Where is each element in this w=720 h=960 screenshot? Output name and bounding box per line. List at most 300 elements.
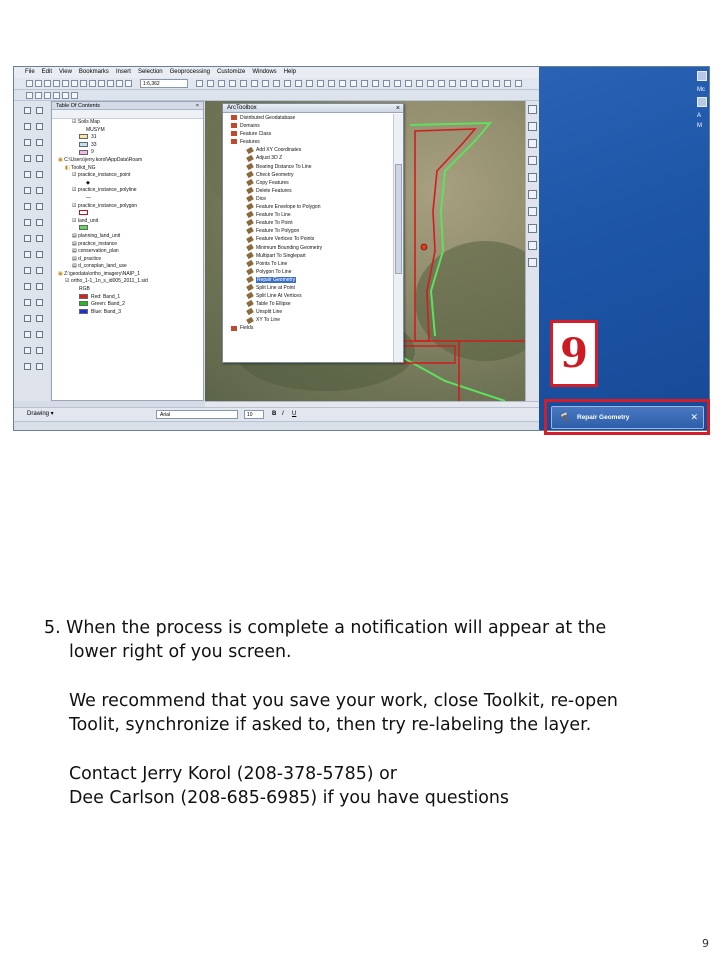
legend-swatch [79, 225, 88, 230]
tool-button-icon[interactable] [71, 92, 78, 99]
toolbox-tool-item[interactable] [223, 244, 391, 252]
toolbar-button-icon[interactable] [295, 80, 302, 87]
toolbox-tool-item[interactable] [223, 195, 391, 203]
hammer-icon [246, 268, 254, 275]
drawing-menu[interactable]: Drawing ▾ [27, 411, 54, 417]
toolbar-button-icon[interactable] [218, 80, 225, 87]
tool-icon[interactable] [36, 267, 43, 274]
toc-layer-label: ortho_1-1_1n_s_id005_2011_1.sid [70, 278, 148, 285]
toolbar-button-icon[interactable] [240, 80, 247, 87]
table-icon: ▤ [72, 263, 79, 270]
toolbar-button-icon[interactable] [107, 80, 114, 87]
toolbar-button-icon[interactable] [71, 80, 78, 87]
toc-layer-row[interactable] [52, 225, 203, 233]
toc-layer-row[interactable] [52, 149, 203, 157]
hammer-icon [246, 146, 254, 153]
toolbox-tool-item[interactable] [223, 227, 391, 235]
hammer-icon [246, 179, 254, 186]
scale-input[interactable]: 1:6,362 [140, 79, 188, 88]
layer-checkbox-icon[interactable]: ☑ [72, 172, 78, 179]
hammer-icon [246, 195, 254, 202]
menu-item-edit[interactable]: Edit [41, 69, 53, 75]
menu-item-view[interactable]: View [59, 69, 72, 75]
tool-icon[interactable] [528, 190, 537, 199]
instruction-line: Toolit, synchronize if asked to, then try re-labeling the layer. [69, 715, 592, 736]
toolbox-icon [231, 123, 237, 128]
toolbox-toolset-item[interactable] [223, 114, 391, 122]
toc-layer-label: C:\Users\jerry.korol\AppData\Roam [64, 156, 143, 163]
arcmap-screenshot [13, 66, 710, 431]
toolbar-button-icon[interactable] [317, 80, 324, 87]
toc-toolbar [52, 110, 203, 119]
tool-icon[interactable] [36, 155, 43, 162]
notification-label: Repair Geometry [577, 414, 630, 421]
toolbar-button-icon[interactable] [427, 80, 434, 87]
desktop-icon[interactable] [697, 71, 707, 81]
repair-geometry-notification[interactable] [551, 406, 704, 429]
instructions-text [44, 616, 704, 810]
toolbox-tool-item[interactable] [223, 154, 391, 162]
toc-layer-label: conservation_plan [78, 248, 119, 255]
toc-layer-row[interactable] [52, 165, 203, 173]
tool-button-icon[interactable] [44, 92, 51, 99]
hammer-icon [246, 308, 254, 315]
toolbox-tool-item[interactable] [223, 284, 391, 292]
toolbar-button-icon[interactable] [306, 80, 313, 87]
tool-icon[interactable] [24, 139, 31, 146]
toc-layer-row[interactable] [52, 203, 203, 211]
toolbar-button-icon[interactable] [62, 80, 69, 87]
layer-checkbox-icon[interactable]: ☑ [65, 278, 71, 285]
toc-layer-row[interactable] [52, 210, 203, 218]
layer-checkbox-icon[interactable]: ☑ [72, 119, 78, 125]
desktop-icon-label: A [697, 113, 702, 119]
toolbar-button-icon[interactable] [438, 80, 445, 87]
tool-icon[interactable] [528, 122, 537, 131]
toc-layer-row[interactable] [52, 248, 203, 256]
toolbox-icon [231, 326, 237, 331]
toc-layer-row[interactable] [52, 127, 203, 135]
tool-icon[interactable] [36, 107, 43, 114]
menu-item-help[interactable]: Help [283, 69, 297, 75]
toolbox-tool-item[interactable] [223, 260, 391, 268]
drawing-toolbar [14, 407, 539, 421]
hammer-icon [246, 260, 254, 267]
toc-layer-label: RGB [79, 286, 90, 293]
toc-layer-label: — [86, 194, 91, 201]
toolbox-item-label: Check Geometry [256, 171, 294, 178]
tool-button-icon[interactable] [26, 92, 33, 99]
toolbox-tool-item[interactable] [223, 203, 391, 211]
toc-layer-row[interactable] [52, 286, 203, 294]
hammer-icon [246, 292, 254, 299]
tool-icon[interactable] [36, 331, 43, 338]
page-number: 9 [702, 937, 709, 950]
tool-icon[interactable] [528, 207, 537, 216]
toolbar-button-icon[interactable] [449, 80, 456, 87]
arctoolbox-scroll-thumb[interactable] [395, 164, 402, 274]
toolbox-item-label: Add XY Coordinates [256, 147, 302, 154]
toc-layer-row[interactable] [52, 278, 203, 286]
notification-close-icon[interactable]: ✕ [690, 412, 698, 422]
toolbox-toolset-item[interactable] [223, 138, 391, 146]
toc-layer-row[interactable] [52, 233, 203, 241]
font-size-select[interactable]: 10 [244, 410, 264, 419]
tool-icon[interactable] [24, 251, 31, 258]
menu-item-customize[interactable]: Customize [217, 69, 246, 75]
tool-icon[interactable] [528, 224, 537, 233]
tool-icon[interactable] [36, 315, 43, 322]
toolbox-item-label: Split Line At Vertices [256, 293, 302, 300]
contact-line: Dee Carlson (208-685-6985) if you have questions [69, 788, 509, 809]
toolbox-item-label: Domains [240, 123, 260, 130]
toolbar-button-icon[interactable] [207, 80, 214, 87]
toc-layer-label: ◆ [86, 179, 90, 186]
toc-layer-label: Toolkit_NG [71, 164, 96, 171]
toc-layer-row[interactable] [52, 142, 203, 150]
toolbar-button-icon[interactable] [273, 80, 280, 87]
toolbar-button-icon[interactable] [116, 80, 123, 87]
tool-icon[interactable] [24, 299, 31, 306]
toc-layer-label: Soils Map [77, 119, 100, 125]
toolbox-tool-item[interactable] [223, 146, 391, 154]
toc-layer-row[interactable] [52, 187, 203, 195]
toolbox-item-label: Table To Ellipse [256, 301, 291, 308]
tool-icon[interactable] [528, 173, 537, 182]
tool-icon[interactable] [24, 363, 31, 370]
toolbox-tool-item[interactable] [223, 219, 391, 227]
toolbox-item-label: Copy Features [256, 179, 289, 186]
layer-checkbox-icon[interactable]: ☑ [72, 202, 78, 209]
arctoolbox-scrollbar[interactable] [393, 114, 403, 362]
toc-title: Table Of Contents [56, 103, 101, 109]
toolbox-icon [231, 115, 237, 120]
toolbar-button-icon[interactable] [493, 80, 500, 87]
tool-icon[interactable] [24, 187, 31, 194]
toc-layer-row[interactable] [52, 294, 203, 302]
tool-icon[interactable] [24, 331, 31, 338]
toolbox-item-label: Unsplit Line [256, 309, 283, 316]
toolbar-button-icon[interactable] [196, 80, 203, 87]
underline-button[interactable]: U [292, 411, 297, 417]
hammer-icon [246, 244, 254, 251]
hammer-icon [560, 412, 571, 423]
tool-icon[interactable] [528, 105, 537, 114]
toc-layer-row[interactable] [52, 256, 203, 264]
standard-toolbar [14, 78, 539, 90]
tool-icon[interactable] [36, 347, 43, 354]
toolbar-button-icon[interactable] [471, 80, 478, 87]
tool-icon[interactable] [528, 241, 537, 250]
menu-item-file[interactable]: File [25, 69, 35, 75]
toc-layer-label: 31 [91, 134, 97, 141]
toc-layer-label: practice_instance_polygon [77, 202, 138, 209]
toolbox-item-label: Polygon To Line [256, 268, 292, 275]
toc-layer-row[interactable] [52, 218, 203, 226]
tool-icon[interactable] [24, 155, 31, 162]
tool-icon[interactable] [24, 219, 31, 226]
tool-icon[interactable] [24, 267, 31, 274]
toc-title-bar [52, 102, 203, 110]
table-icon: ▤ [72, 232, 79, 239]
toolbox-item-label: Split Line at Point [256, 284, 295, 291]
toc-layer-row[interactable] [52, 301, 203, 309]
tool-icon[interactable] [24, 235, 31, 242]
toc-layer-label: Green: Band_2 [91, 301, 125, 308]
menu-item-geoprocessing[interactable]: Geoprocessing [169, 69, 210, 75]
legend-swatch [79, 134, 88, 139]
toc-layer-row[interactable] [52, 263, 203, 271]
tool-icon[interactable] [24, 123, 31, 130]
instruction-line: 5. When the process is complete a notification will appear at the [44, 618, 607, 638]
toc-layer-label: planning_land_unit [78, 232, 121, 239]
toolbar-button-icon[interactable] [372, 80, 379, 87]
toolbox-item-label: Bearing Distance To Line [256, 163, 312, 170]
tool-icon[interactable] [36, 235, 43, 242]
toc-layer-label: d_practice [78, 255, 102, 262]
toolbar-button-icon[interactable] [262, 80, 269, 87]
arctoolbox-title-bar [223, 104, 403, 113]
toolbar-button-icon[interactable] [284, 80, 291, 87]
toolbox-tool-item[interactable] [223, 179, 391, 187]
tool-icon[interactable] [36, 203, 43, 210]
toolbox-item-label: Delete Features [256, 187, 292, 194]
hammer-icon [246, 235, 254, 242]
toolbox-tool-item[interactable] [223, 292, 391, 300]
toolbox-tool-item[interactable] [223, 235, 391, 243]
arctoolbox-title: ArcToolbox [227, 105, 257, 111]
toolbox-item-label: Feature To Point [256, 220, 293, 227]
toolbox-tool-item[interactable] [223, 187, 391, 195]
toolbox-toolset-item[interactable] [223, 130, 391, 138]
hammer-icon [246, 171, 254, 178]
legend-swatch [79, 309, 88, 314]
layer-checkbox-icon[interactable]: ☑ [72, 217, 78, 224]
toolbox-item-label: Dice [256, 195, 267, 202]
italic-button[interactable]: I [282, 411, 284, 417]
toolbar-button-icon[interactable] [44, 80, 51, 87]
toolbox-tool-item[interactable] [223, 316, 391, 324]
toc-layer-label: 33 [91, 141, 97, 148]
toc-layer-label: Red: Band_1 [91, 293, 121, 300]
toc-layer-label: practice_instance_polyline [77, 187, 137, 194]
legend-swatch [79, 294, 88, 299]
tool-icon[interactable] [24, 315, 31, 322]
toolbar-button-icon[interactable] [460, 80, 467, 87]
tool-icon[interactable] [36, 219, 43, 226]
toc-layer-row[interactable] [52, 172, 203, 180]
toolbox-tool-item[interactable] [223, 268, 391, 276]
legend-swatch [79, 210, 88, 215]
toolbar-button-icon[interactable] [361, 80, 368, 87]
tool-icon[interactable] [24, 107, 31, 114]
toolbox-item-label: Points To Line [256, 260, 288, 267]
toc-layer-label: land_unit [77, 217, 99, 224]
tool-icon[interactable] [36, 283, 43, 290]
instruction-line: lower right of you screen. [69, 642, 292, 663]
status-bar [14, 421, 539, 431]
tool-icon[interactable] [24, 203, 31, 210]
arctoolbox-window [222, 103, 404, 363]
toolbar-button-icon[interactable] [251, 80, 258, 87]
toolbox-item-label: Feature To Polygon [256, 228, 300, 235]
map-view[interactable] [205, 101, 539, 401]
toolbox-item-label: Multipart To Singlepart [256, 252, 306, 259]
font-select[interactable]: Arial [156, 410, 238, 419]
step-number-badge [550, 320, 598, 387]
toolbar-button-icon[interactable] [35, 80, 42, 87]
hammer-icon [246, 219, 254, 226]
tool-icon[interactable] [528, 156, 537, 165]
toolbar-button-icon[interactable] [98, 80, 105, 87]
toolbox-tool-item[interactable] [223, 252, 391, 260]
folder-icon: ▣ [58, 270, 65, 277]
toc-layer-list [52, 119, 203, 316]
toolbar-button-icon[interactable] [89, 80, 96, 87]
hammer-icon [246, 227, 254, 234]
hammer-icon [246, 187, 254, 194]
tool-icon[interactable] [36, 187, 43, 194]
toc-layer-label: Z:\geodata\ortho_imagery\NAIP_1 [64, 270, 141, 277]
toolbar-button-icon[interactable] [394, 80, 401, 87]
menu-item-bookmarks[interactable]: Bookmarks [78, 69, 109, 75]
table-of-contents-panel [51, 101, 204, 401]
tool-icon[interactable] [36, 123, 43, 130]
toc-layer-row[interactable] [52, 180, 203, 188]
tool-button-icon[interactable] [35, 92, 42, 99]
tool-icon[interactable] [528, 258, 537, 267]
legend-swatch [79, 142, 88, 147]
table-icon: ▤ [72, 240, 79, 247]
hammer-icon [246, 154, 254, 161]
tool-icon[interactable] [528, 139, 537, 148]
menu-item-insert[interactable]: Insert [115, 69, 131, 75]
toolbox-item-label: Feature To Line [256, 212, 291, 219]
notification-highlight [544, 399, 710, 435]
arcmap-window [14, 67, 539, 431]
toolbox-tool-item[interactable] [223, 276, 391, 284]
toc-layer-label: practice_instance_point [77, 172, 131, 179]
tool-button-icon[interactable] [53, 92, 60, 99]
toolbox-tool-item[interactable] [223, 211, 391, 219]
toolbar-button-icon[interactable] [328, 80, 335, 87]
toc-layer-row[interactable] [52, 309, 203, 317]
toolbox-item-label: Features [240, 139, 260, 146]
folder-icon: ▣ [58, 156, 65, 163]
desktop-icon-label: Mc [697, 87, 705, 93]
menu-bar [14, 67, 539, 78]
toolbar-button-icon[interactable] [229, 80, 236, 87]
toolbox-tool-item[interactable] [223, 171, 391, 179]
tool-button-icon[interactable] [62, 92, 69, 99]
tool-icon[interactable] [24, 171, 31, 178]
toolbox-item-label: Feature Vertices To Points [256, 236, 315, 243]
toc-layer-label: practice_instance [78, 240, 118, 247]
toc-layer-row[interactable] [52, 157, 203, 165]
table-icon: ▤ [72, 255, 79, 262]
toolbar-button-icon[interactable] [515, 80, 522, 87]
arctoolbox-close-icon[interactable]: × [395, 105, 400, 112]
tool-icon[interactable] [36, 251, 43, 258]
toolbox-item-label: XY To Line [256, 317, 281, 324]
toolbox-tool-item[interactable] [223, 163, 391, 171]
toc-layer-label: d_consplan_land_use [78, 263, 127, 270]
toc-layer-label: MUSYM [86, 126, 105, 133]
hammer-icon [246, 211, 254, 218]
bold-button[interactable]: B [272, 411, 277, 417]
hammer-icon [246, 203, 254, 210]
tool-icon[interactable] [36, 171, 43, 178]
toc-layer-label: 9 [91, 149, 94, 156]
toolbar-button-icon[interactable] [125, 80, 132, 87]
layer-checkbox-icon[interactable]: ☑ [72, 187, 78, 194]
hammer-icon [246, 284, 254, 291]
hammer-icon [246, 163, 254, 170]
legend-swatch [79, 301, 88, 306]
practice-point[interactable] [421, 244, 427, 250]
toolbar-button-icon[interactable] [53, 80, 60, 87]
desktop-icon[interactable] [697, 97, 707, 107]
legend-swatch [79, 150, 88, 155]
toolbox-toolset-item[interactable] [223, 122, 391, 130]
tool-icon[interactable] [24, 347, 31, 354]
hammer-icon [246, 316, 254, 323]
toolbox-tool-item[interactable] [223, 300, 391, 308]
hammer-icon [246, 276, 254, 283]
desktop-icon-label: M [697, 123, 702, 129]
toolbox-toolset-item[interactable] [223, 324, 391, 332]
tool-icon[interactable] [36, 363, 43, 370]
tool-icon[interactable] [24, 283, 31, 290]
hammer-icon [246, 300, 254, 307]
toc-layer-row[interactable] [52, 241, 203, 249]
toolbox-item-label: Feature Envelope to Polygon [256, 204, 321, 211]
step-number: 9 [560, 330, 588, 377]
toolbar-button-icon[interactable] [504, 80, 511, 87]
toolbar-button-icon[interactable] [482, 80, 489, 87]
toc-layer-row[interactable] [52, 134, 203, 142]
toc-close-icon[interactable]: × [195, 103, 199, 109]
menu-item-selection[interactable]: Selection [137, 69, 163, 75]
toolbar-button-icon[interactable] [350, 80, 357, 87]
desktop-icons [697, 71, 709, 133]
map-side-toolbar [525, 101, 539, 401]
instruction-line: We recommend that you save your work, close Toolkit, re-open [69, 690, 618, 711]
menu-item-windows[interactable]: Windows [252, 69, 277, 75]
toolbar-button-icon[interactable] [26, 80, 33, 87]
hammer-icon [246, 252, 254, 259]
toolbox-tool-item[interactable] [223, 308, 391, 316]
table-icon: ▤ [72, 248, 79, 255]
toolbar-button-icon[interactable] [405, 80, 412, 87]
toc-layer-row[interactable] [52, 119, 203, 127]
tool-icon[interactable] [36, 299, 43, 306]
toolbox-item-label: Adjust 3D Z [256, 155, 283, 162]
toolbox-icon [231, 139, 237, 144]
toc-layer-row[interactable] [52, 271, 203, 279]
tools-panel [14, 101, 50, 401]
toc-layer-row[interactable] [52, 195, 203, 203]
toolbar-button-icon[interactable] [416, 80, 423, 87]
toolbar-button-icon[interactable] [80, 80, 87, 87]
group-layer-icon: ◧ [65, 164, 72, 171]
toolbar-button-icon[interactable] [383, 80, 390, 87]
tool-icon[interactable] [36, 139, 43, 146]
toolbox-item-label: Distributed Geodatabase [240, 115, 296, 121]
toolbox-icon [231, 131, 237, 136]
toolbar-button-icon[interactable] [339, 80, 346, 87]
toolbox-item-label: Minimum Bounding Geometry [256, 244, 323, 251]
